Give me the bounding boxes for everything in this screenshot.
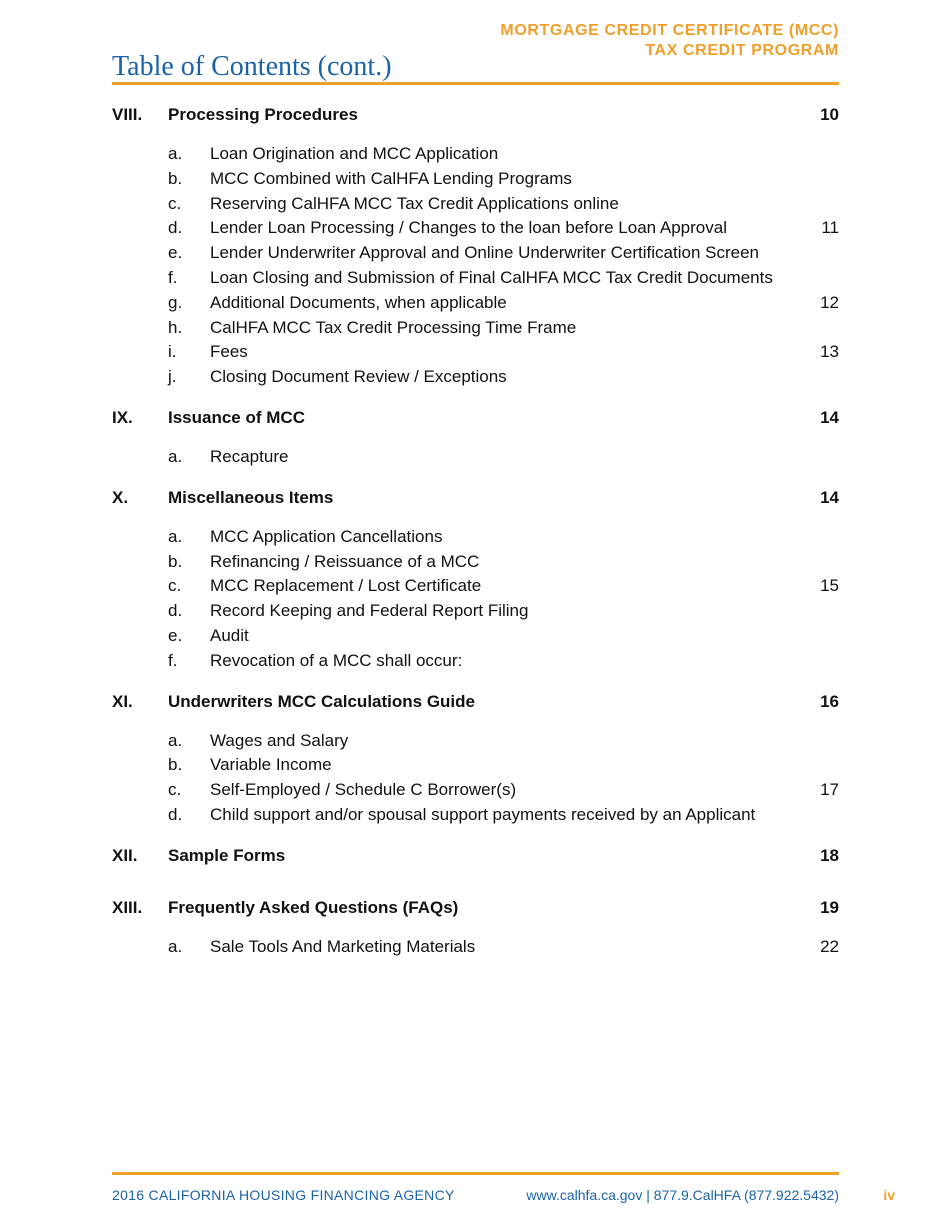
program-line-1: MORTGAGE CREDIT CERTIFICATE (MCC) (500, 22, 839, 39)
item-title: Lender Underwriter Approval and Online Underwriter Certification Screen (210, 243, 759, 263)
item-letter: d. (168, 804, 183, 824)
toc-item[interactable] (112, 268, 839, 293)
section-number: XII. (112, 845, 138, 865)
toc-item[interactable] (112, 937, 839, 962)
item-page: 13 (820, 342, 839, 362)
item-letter: b. (168, 168, 183, 188)
toc-section-heading[interactable] (112, 846, 839, 874)
item-title: Audit (210, 625, 249, 645)
section-page: 14 (820, 487, 839, 507)
program-header (500, 21, 839, 61)
toc-item[interactable] (112, 318, 839, 343)
item-page: 17 (820, 780, 839, 800)
page-title: Table of Contents (cont.) (112, 51, 392, 82)
item-title: Sale Tools And Marketing Materials (210, 936, 476, 956)
item-title: Revocation of a MCC shall occur: (210, 650, 463, 670)
item-title: Additional Documents, when applicable (210, 292, 507, 312)
item-title: Child support and/or spousal support payments received by an Applicant (210, 804, 756, 824)
toc-item[interactable] (112, 651, 839, 676)
toc-item[interactable] (112, 447, 839, 472)
item-letter: b. (168, 755, 183, 775)
item-title: MCC Replacement / Lost Certificate (210, 576, 482, 596)
section-number: VIII. (112, 105, 143, 124)
toc-item[interactable] (112, 527, 839, 552)
toc-section (112, 105, 839, 392)
toc-subitems (112, 527, 839, 676)
item-page: 12 (820, 292, 839, 312)
toc-section-heading[interactable] (112, 105, 839, 133)
toc-item[interactable] (112, 601, 839, 626)
toc-item[interactable] (112, 626, 839, 651)
item-letter: a. (168, 730, 183, 750)
item-letter: h. (168, 317, 183, 337)
section-page: 18 (820, 845, 839, 865)
section-page: 19 (820, 897, 839, 917)
item-title: Self-Employed / Schedule C Borrower(s) (210, 780, 517, 800)
toc-item[interactable] (112, 144, 839, 169)
section-number: XI. (112, 691, 133, 711)
item-title: Record Keeping and Federal Report Filing (210, 601, 529, 621)
program-line-2: TAX CREDIT PROGRAM (645, 42, 839, 59)
item-letter: d. (168, 218, 183, 238)
item-letter: a. (168, 144, 183, 163)
table-of-contents (112, 105, 839, 978)
toc-item[interactable] (112, 367, 839, 392)
item-page: 11 (821, 218, 839, 238)
toc-item[interactable] (112, 576, 839, 601)
section-number: X. (112, 487, 129, 507)
toc-item[interactable] (112, 293, 839, 318)
item-title: Recapture (210, 446, 289, 466)
item-letter: f. (168, 267, 178, 287)
section-title: Frequently Asked Questions (FAQs) (168, 897, 459, 917)
section-page: 14 (820, 407, 839, 427)
item-title: Reserving CalHFA MCC Tax Credit Applications online (210, 193, 619, 213)
item-title: Refinancing / Reissuance of a MCC (210, 551, 480, 571)
item-letter: e. (168, 625, 183, 645)
item-title: Loan Origination and MCC Application (210, 144, 499, 163)
toc-section (112, 898, 839, 962)
toc-section (112, 846, 839, 874)
toc-item[interactable] (112, 805, 839, 830)
toc-section-heading[interactable] (112, 488, 839, 516)
toc-subitems (112, 937, 839, 962)
footer-contact[interactable]: www.calhfa.ca.gov | 877.9.CalHFA (877.922.5432) (526, 1187, 839, 1203)
item-title: Lender Loan Processing / Changes to the loan before Loan Approval (210, 218, 727, 238)
item-title: Variable Income (210, 755, 332, 775)
item-letter: b. (168, 551, 183, 571)
page-number: iv (883, 1187, 895, 1203)
item-title: Wages and Salary (210, 730, 349, 750)
item-title: Loan Closing and Submission of Final CalHFA MCC Tax Credit Documents (210, 267, 773, 287)
item-title: Closing Document Review / Exceptions (210, 367, 507, 387)
toc-item[interactable] (112, 169, 839, 194)
item-letter: j. (168, 367, 177, 387)
toc-subitems (112, 731, 839, 830)
footer-divider (112, 1172, 839, 1175)
item-title: MCC Combined with CalHFA Lending Programs (210, 168, 572, 188)
toc-section (112, 692, 839, 830)
item-letter: e. (168, 243, 183, 263)
item-page: 15 (820, 576, 839, 596)
toc-item[interactable] (112, 731, 839, 756)
header-divider (112, 82, 839, 85)
toc-section-heading[interactable] (112, 408, 839, 436)
section-title: Processing Procedures (168, 105, 358, 124)
toc-section-heading[interactable] (112, 692, 839, 720)
section-page: 16 (820, 691, 839, 711)
toc-subitems (112, 447, 839, 472)
section-title: Sample Forms (168, 845, 286, 865)
toc-item[interactable] (112, 755, 839, 780)
toc-item[interactable] (112, 218, 839, 243)
section-page: 10 (820, 105, 839, 124)
item-title: Fees (210, 342, 248, 362)
section-number: XIII. (112, 897, 143, 917)
toc-section-heading[interactable] (112, 898, 839, 926)
section-number: IX. (112, 407, 133, 427)
item-letter: f. (168, 650, 178, 670)
item-letter: a. (168, 526, 183, 546)
toc-item[interactable] (112, 194, 839, 219)
toc-item[interactable] (112, 243, 839, 268)
toc-item[interactable] (112, 552, 839, 577)
section-title: Underwriters MCC Calculations Guide (168, 691, 475, 711)
toc-section (112, 408, 839, 472)
item-letter: g. (168, 292, 183, 312)
item-letter: c. (168, 576, 182, 596)
item-letter: c. (168, 193, 182, 213)
item-letter: a. (168, 446, 183, 466)
section-title: Issuance of MCC (168, 407, 305, 427)
footer-agency: 2016 CALIFORNIA HOUSING FINANCING AGENCY (112, 1187, 455, 1203)
item-page: 22 (820, 936, 839, 956)
item-letter: i. (168, 342, 177, 362)
toc-subitems (112, 144, 839, 392)
item-letter: d. (168, 601, 183, 621)
toc-item[interactable] (112, 780, 839, 805)
item-letter: c. (168, 780, 182, 800)
item-title: MCC Application Cancellations (210, 526, 443, 546)
toc-item[interactable] (112, 342, 839, 367)
item-title: CalHFA MCC Tax Credit Processing Time Frame (210, 317, 577, 337)
toc-section (112, 488, 839, 676)
item-letter: a. (168, 936, 183, 956)
section-title: Miscellaneous Items (168, 487, 334, 507)
